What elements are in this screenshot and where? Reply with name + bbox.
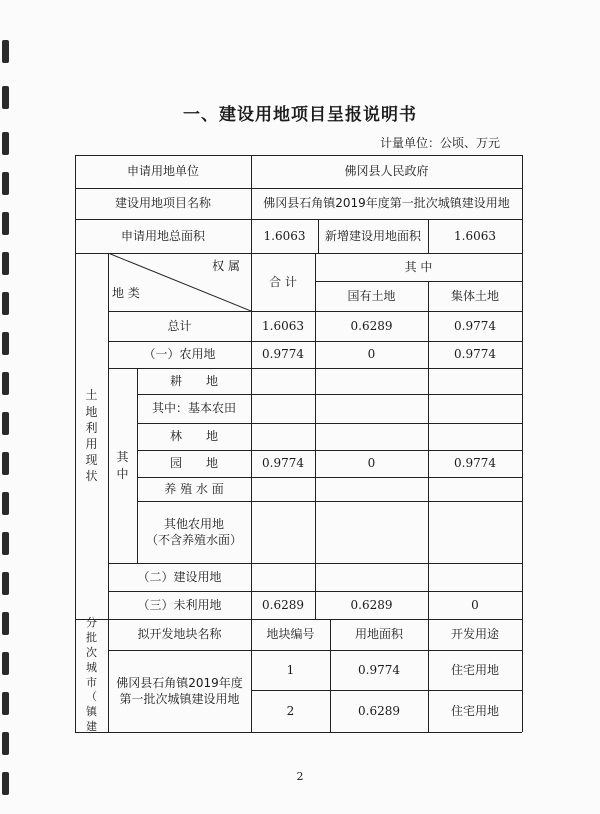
batch-name-header: 拟开发地块名称	[137, 627, 222, 642]
row-unused-collective: 0	[471, 597, 479, 612]
batch-label: 分 批 次 城 市 （ 镇 建	[86, 616, 97, 734]
row-unused-label: （三）未利用地	[137, 597, 222, 612]
batch-code-header: 地块编号	[266, 627, 315, 642]
page-number: 2	[296, 770, 304, 783]
row-other-agri-label: 其他农用地 （不含养殖水面）	[145, 516, 242, 547]
row-agri-label: （一）农用地	[143, 347, 216, 362]
parcel-1-area: 0.9774	[358, 662, 400, 677]
applicant-label: 申请用地单位	[126, 164, 199, 179]
among-label: 其 中	[116, 450, 129, 481]
total-header: 合 计	[269, 274, 297, 289]
total-area-value: 1.6063	[263, 228, 306, 243]
row-garden-state: 0	[367, 456, 376, 471]
collective-header: 集体土地	[450, 288, 499, 303]
land-status-label: 土 地 利 用 现 状	[85, 388, 98, 484]
row-aquaculture-label: 养 殖 水 面	[164, 481, 224, 496]
batch-area-header: 用地面积	[354, 627, 403, 642]
parcel-1-use: 住宅用地	[450, 662, 499, 677]
parcel-2-use: 住宅用地	[450, 703, 499, 718]
measurement-unit: 计量单位：公顷、万元	[379, 136, 500, 150]
applicant-value: 佛冈县人民政府	[344, 164, 429, 179]
row-total-collective: 0.9774	[454, 318, 496, 333]
row-garden-sum: 0.9774	[262, 456, 304, 471]
row-unused-sum: 0.6289	[262, 597, 304, 612]
batch-use-header: 开发用途	[450, 627, 499, 642]
parcel-2-code: 2	[286, 703, 295, 718]
row-total-label: 总计	[167, 318, 192, 333]
row-agri-sum: 0.9774	[262, 347, 304, 362]
row-total-state: 0.6289	[350, 318, 393, 333]
row-agri-collective: 0.9774	[454, 347, 496, 362]
category-header: 地 类	[112, 285, 140, 300]
row-agri-state: 0	[367, 347, 376, 362]
row-forest-label: 林 地	[169, 429, 218, 444]
row-total-sum: 1.6063	[262, 318, 304, 333]
total-area-label: 申请用地总面积	[120, 228, 205, 243]
document-title: 一、建设用地项目呈报说明书	[183, 105, 417, 125]
parcel-2-area: 0.6289	[358, 703, 400, 718]
row-construction-label: （二）建设用地	[137, 569, 222, 584]
parcel-1-code: 1	[286, 662, 295, 677]
state-owned-header: 国有土地	[347, 288, 396, 303]
project-name-value: 佛冈县石角镇2019年度第一批次城镇建设用地	[263, 196, 510, 211]
row-basic-farmland-label: 其中：基本农田	[151, 401, 236, 416]
batch-name-value: 佛冈县石角镇2019年度 第一批次城镇建设用地	[116, 675, 243, 706]
new-area-label: 新增建设用地面积	[324, 228, 421, 243]
among-header: 其 中	[404, 259, 433, 274]
row-cultivated-label: 耕 地	[169, 373, 218, 388]
row-garden-collective: 0.9774	[454, 456, 496, 471]
row-unused-state: 0.6289	[350, 597, 393, 612]
new-area-value: 1.6063	[454, 228, 496, 243]
row-garden-label: 园 地	[169, 456, 218, 471]
ownership-header: 权 属	[212, 258, 240, 273]
project-name-label: 建设用地项目名称	[114, 196, 211, 211]
